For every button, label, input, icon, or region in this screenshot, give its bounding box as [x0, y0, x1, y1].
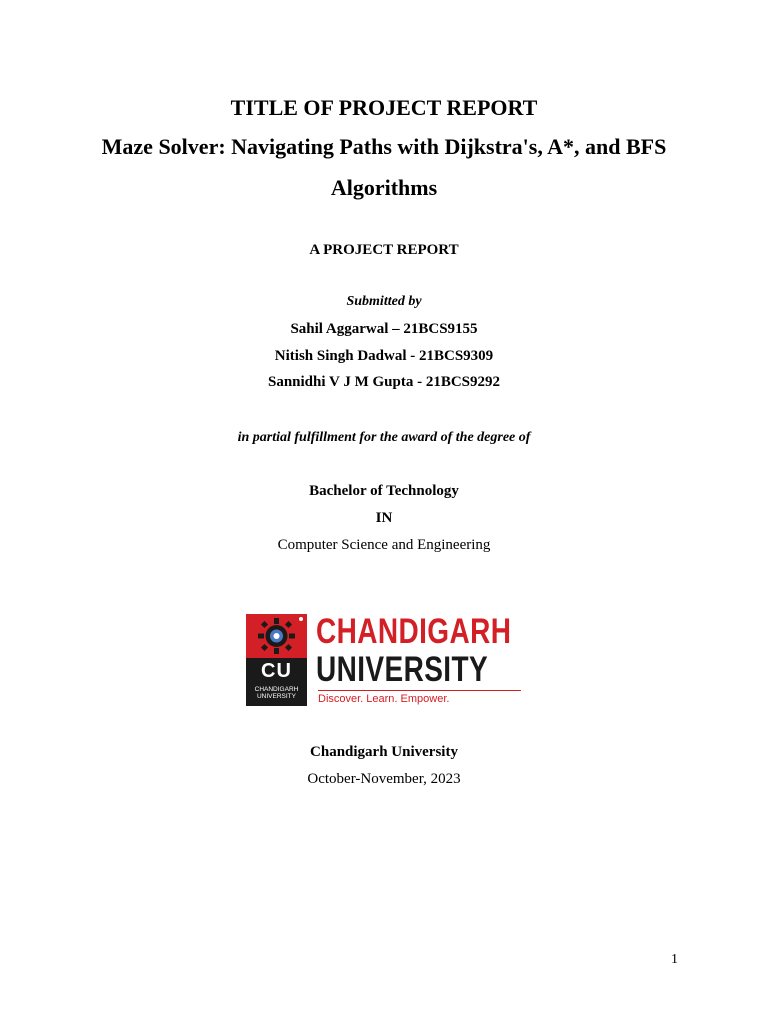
- report-title-line-2: Algorithms: [330, 175, 438, 200]
- logo-wordmark-line-2: UNIVERSITY: [316, 650, 489, 689]
- report-heading: TITLE OF PROJECT REPORT: [230, 95, 538, 120]
- report-title-line-1: Maze Solver: Navigating Paths with Dijkstra's, A*, and BFS: [101, 134, 667, 159]
- author-1: Sahil Aggarwal – 21BCS9155: [290, 321, 478, 337]
- gear-emblem-icon: [246, 614, 307, 658]
- logo-tagline: Discover. Learn. Empower.: [318, 693, 450, 705]
- page-number: 1: [671, 952, 678, 967]
- author-2: Nitish Singh Dadwal - 21BCS9309: [274, 348, 494, 364]
- chandigarh-university-logo: [246, 612, 526, 708]
- report-subtitle: A PROJECT REPORT: [309, 242, 459, 258]
- university-name: Chandigarh University: [310, 744, 458, 760]
- logo-wordmark-line-1: CHANDIGARH: [316, 612, 512, 651]
- fulfillment-statement: in partial fulfillment for the award of the degree of: [237, 430, 531, 445]
- emblem-cu-text: CU: [261, 660, 292, 682]
- logo-divider: [318, 690, 521, 691]
- department-name: Computer Science and Engineering: [277, 537, 491, 553]
- author-3: Sannidhi V J M Gupta - 21BCS9292: [267, 374, 501, 390]
- degree-in-label: IN: [375, 510, 393, 526]
- submission-date: October-November, 2023: [307, 771, 461, 787]
- cu-emblem: [246, 614, 307, 706]
- submitted-by-label: Submitted by: [346, 294, 422, 309]
- degree-name: Bachelor of Technology: [309, 483, 459, 499]
- emblem-subtext: CHANDIGARH UNIVERSITY: [254, 686, 299, 700]
